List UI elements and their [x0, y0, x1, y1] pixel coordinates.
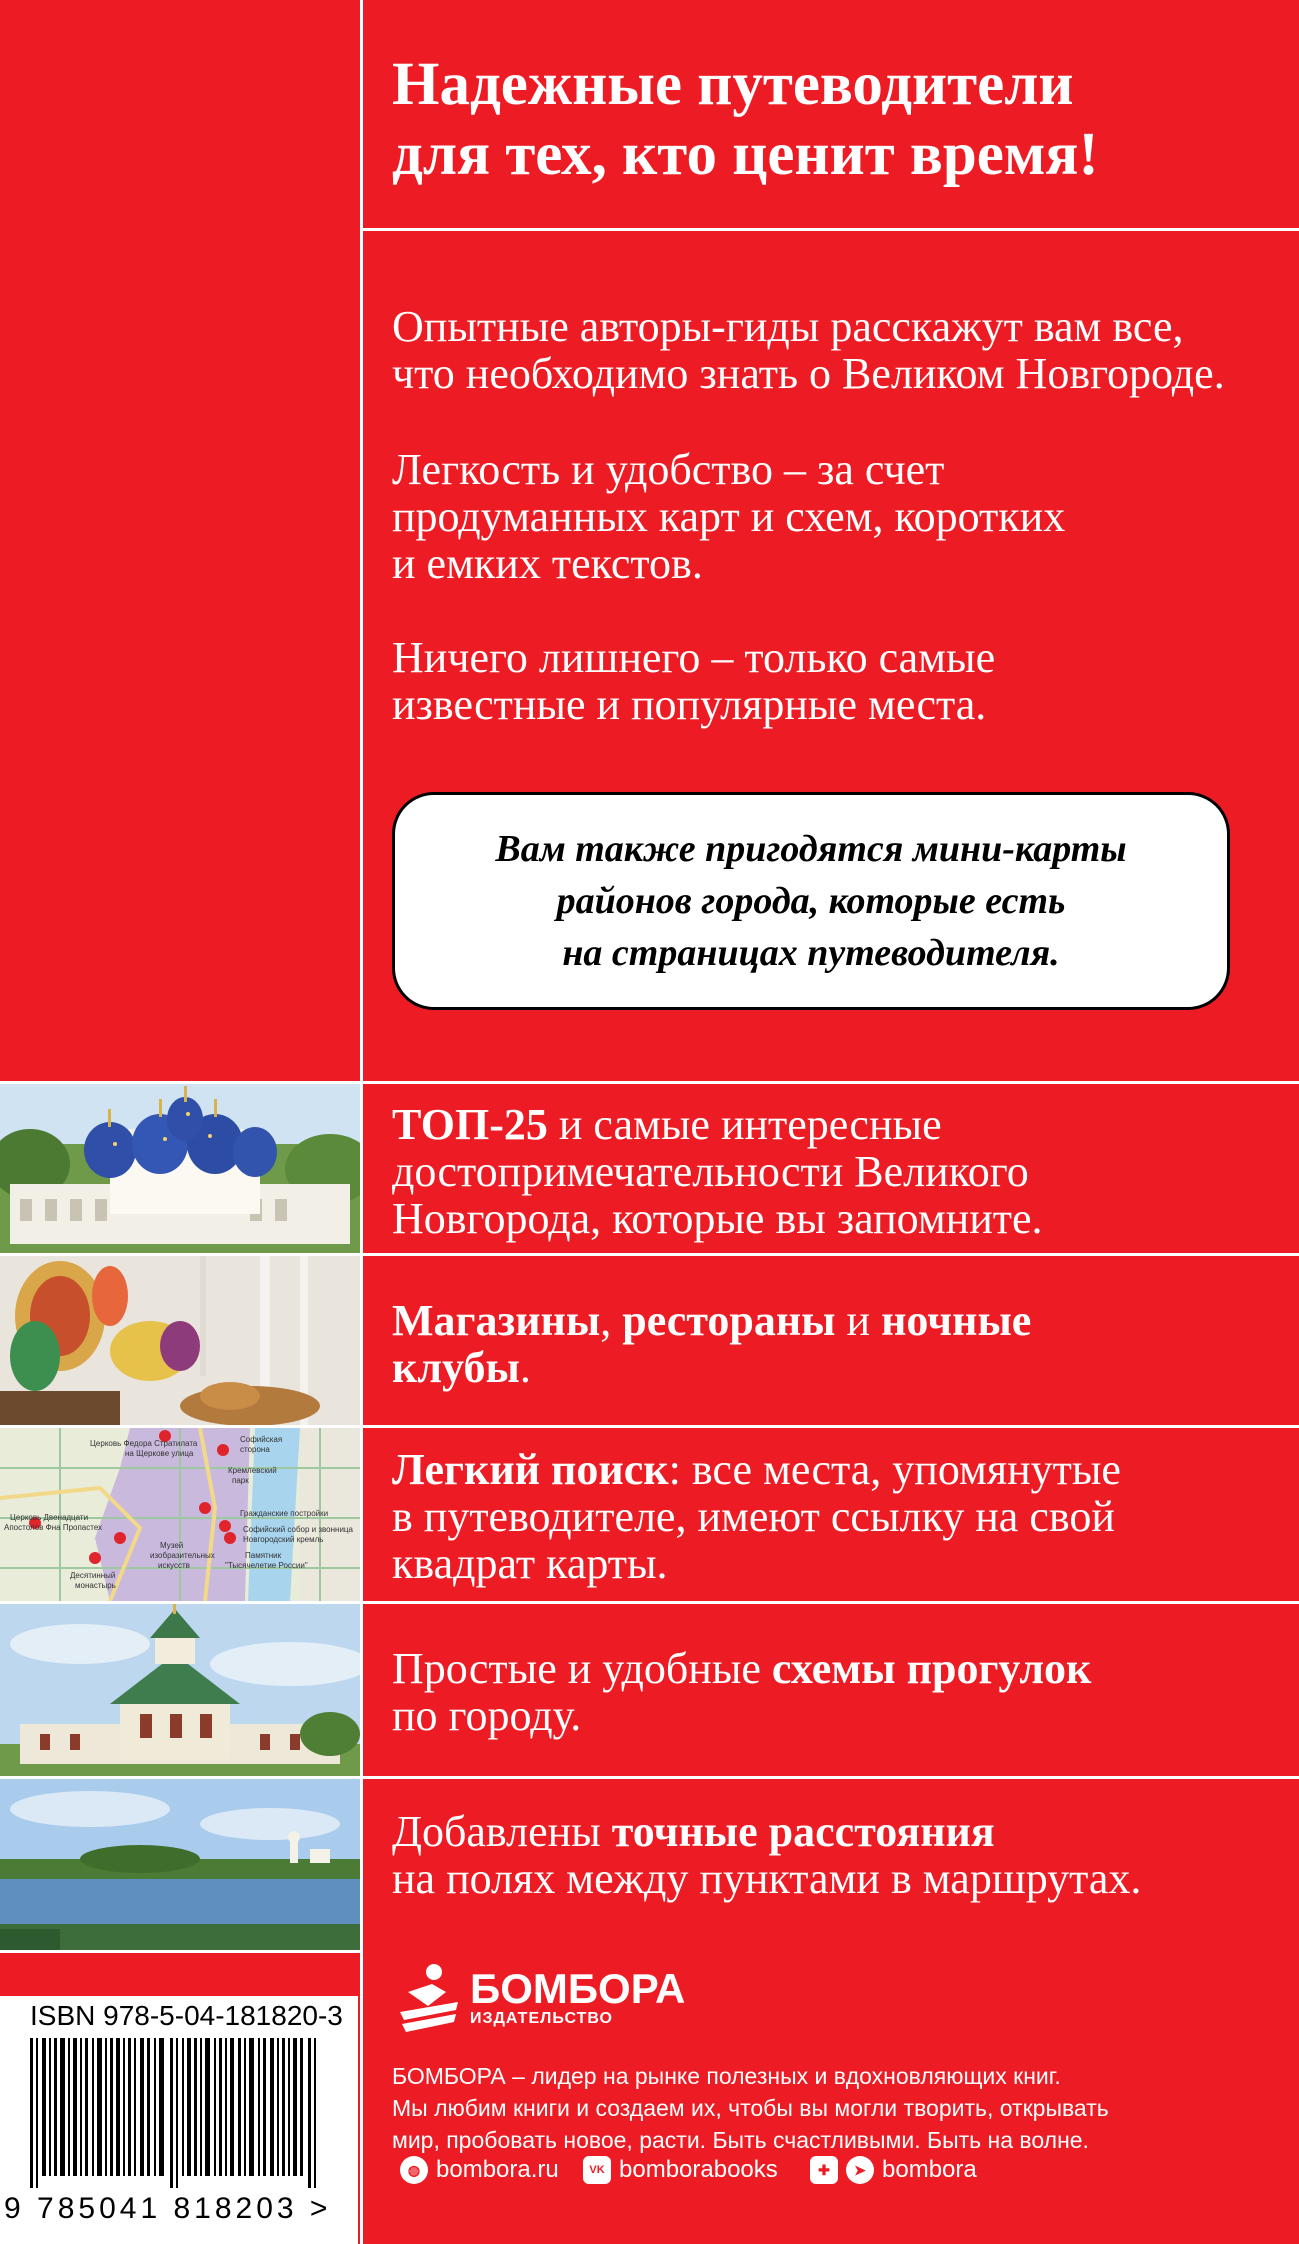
feature-shops-sep-3: .: [519, 1343, 531, 1392]
social-vk[interactable]: [583, 2156, 778, 2184]
feature-shops-bold-4: клубы: [392, 1343, 520, 1392]
social-telegram-label: bombora: [882, 2156, 977, 2183]
plus-icon: ✚: [810, 2156, 838, 2184]
feature-top25: [392, 1101, 1272, 1242]
map-label-2: на Щеркове улица: [125, 1449, 194, 1458]
map-label-17: Софийская: [240, 1435, 283, 1444]
feature-shops-bold-2: рестораны: [622, 1296, 836, 1345]
map-label-8: Софийский собор и звонница: [243, 1525, 353, 1534]
headline-line-2: для тех, кто ценит время!: [392, 121, 1099, 188]
intro-1-line-2: что необходимо знать о Великом Новгороде.: [392, 349, 1225, 398]
feature-shops: [392, 1297, 1272, 1391]
feature-shops-bold-3: ночные: [881, 1296, 1032, 1345]
intro-paragraph-2: [392, 446, 1272, 587]
intro-1-line-1: Опытные авторы-гиды расскажут вам все,: [392, 302, 1184, 351]
map-label-4: парк: [232, 1476, 249, 1485]
vertical-divider: [360, 0, 363, 2244]
photo-church-green-roof: [0, 1604, 360, 1776]
map-label-6: Церковь Двенадцати: [10, 1513, 89, 1522]
feature-top25-line-1: и самые интересные: [547, 1100, 942, 1149]
callout-line-2: районов города, которые есть: [556, 880, 1066, 922]
social-site[interactable]: [400, 2156, 559, 2184]
feature-top25-bold: ТОП-25: [392, 1100, 548, 1149]
photo-river-landscape: [0, 1779, 360, 1950]
social-telegram[interactable]: [810, 2156, 977, 2184]
feature-distances: [392, 1808, 1272, 1902]
isbn-label: ISBN 978-5-04-181820-3: [30, 2000, 343, 2031]
headline-line-1: Надежные путеводители: [392, 51, 1074, 118]
feature-distances-bold: точные расстояния: [611, 1807, 995, 1856]
isbn-barcode-block: [0, 1996, 358, 2244]
map-label-9: Новгородский кремль: [243, 1535, 324, 1544]
publisher-description: [392, 2060, 1272, 2156]
map-label-11: изобразительных: [150, 1551, 215, 1560]
feature-walks-line-2: по городу.: [392, 1691, 582, 1740]
intro-paragraph-1: [392, 303, 1272, 397]
map-label-18: сторона: [240, 1445, 270, 1454]
feature-distances-line-1: Добавлены: [392, 1807, 612, 1856]
feature-top25-line-2: достопримечательности Великого: [392, 1147, 1029, 1196]
map-label-13: Памятник: [245, 1551, 282, 1560]
feature-top25-line-3: Новгорода, которые вы запомните.: [392, 1194, 1043, 1243]
map-label-1: Церковь Федора Стратилата: [90, 1439, 198, 1448]
photo-festive-decorations: [0, 1256, 360, 1425]
footer-line-3: мир, пробовать новое, расти. Быть счастливыми. Быть на волне.: [392, 2127, 1089, 2153]
footer-line-2: Мы любим книги и создаем их, чтобы вы могли творить, открывать: [392, 2095, 1109, 2121]
feature-walks-bold: схемы прогулок: [771, 1644, 1092, 1693]
footer-line-1: БОМБОРА – лидер на рынке полезных и вдохновляющих книг.: [392, 2063, 1061, 2089]
map-label-10: Музей: [160, 1541, 184, 1550]
divider-top: [363, 228, 1299, 231]
social-site-label: bombora.ru: [436, 2156, 559, 2183]
publisher-sub: ИЗДАТЕЛЬСТВО: [470, 2010, 613, 2027]
feature-shops-sep-2: и: [835, 1296, 882, 1345]
publisher-name: БОМБОРА: [470, 1965, 686, 2012]
map-label-7: Апостолов Фна Пропастех: [4, 1523, 103, 1532]
vk-icon: VK: [583, 2156, 611, 2184]
feature-distances-line-2: на полях между пунктами в маршрутах.: [392, 1854, 1142, 1903]
telegram-icon: ➤: [846, 2156, 874, 2184]
globe-icon: ◍: [400, 2156, 428, 2184]
barcode-digits: 9 785041 818203 >: [4, 2192, 332, 2225]
bombora-logo: [398, 1962, 460, 2034]
intro-2-line-3: и емких текстов.: [392, 539, 703, 588]
barcode-image: [30, 2038, 330, 2188]
feature-shops-sep-1: ,: [600, 1296, 623, 1345]
intro-2-line-1: Легкость и удобство – за счет: [392, 445, 945, 494]
feature-search-line-2: в путеводителе, имеют ссылку на свой: [392, 1492, 1115, 1541]
intro-3-line-2: известные и популярные места.: [392, 680, 987, 729]
feature-search: [392, 1446, 1272, 1587]
feature-walks: [392, 1645, 1272, 1739]
map-label-16: монастырь: [75, 1581, 116, 1590]
map-label-12: искусств: [158, 1561, 190, 1570]
map-label-15: Десятинный: [70, 1571, 116, 1580]
intro-3-line-1: Ничего лишнего – только самые: [392, 633, 996, 682]
map-label-5: Гражданские постройки: [240, 1509, 329, 1518]
photo-map-excerpt: [0, 1428, 360, 1601]
intro-2-line-2: продуманных карт и схем, коротких: [392, 492, 1066, 541]
divider-5: [0, 1950, 363, 1953]
feature-shops-bold-1: Магазины: [392, 1296, 601, 1345]
intro-paragraph-3: [392, 634, 1272, 728]
feature-walks-line-1: Простые и удобные: [392, 1644, 772, 1693]
map-label-14: "Тысячелетие России": [225, 1561, 308, 1570]
callout-box: [392, 792, 1230, 1010]
photo-monastery-blue-domes: [0, 1084, 360, 1253]
map-label-3: Кремлевский: [228, 1466, 277, 1475]
callout-line-1: Вам также пригодятся мини-карты: [495, 828, 1127, 870]
feature-search-line-1: : все места, упомянутые: [668, 1445, 1121, 1494]
feature-search-line-3: квадрат карты.: [392, 1539, 668, 1588]
feature-search-bold: Легкий поиск: [392, 1445, 669, 1494]
headline: [392, 50, 1272, 190]
callout-line-3: на страницах путеводителя.: [562, 932, 1060, 974]
publisher-logo: [398, 1962, 685, 2034]
social-vk-label: bomborabooks: [619, 2156, 778, 2183]
